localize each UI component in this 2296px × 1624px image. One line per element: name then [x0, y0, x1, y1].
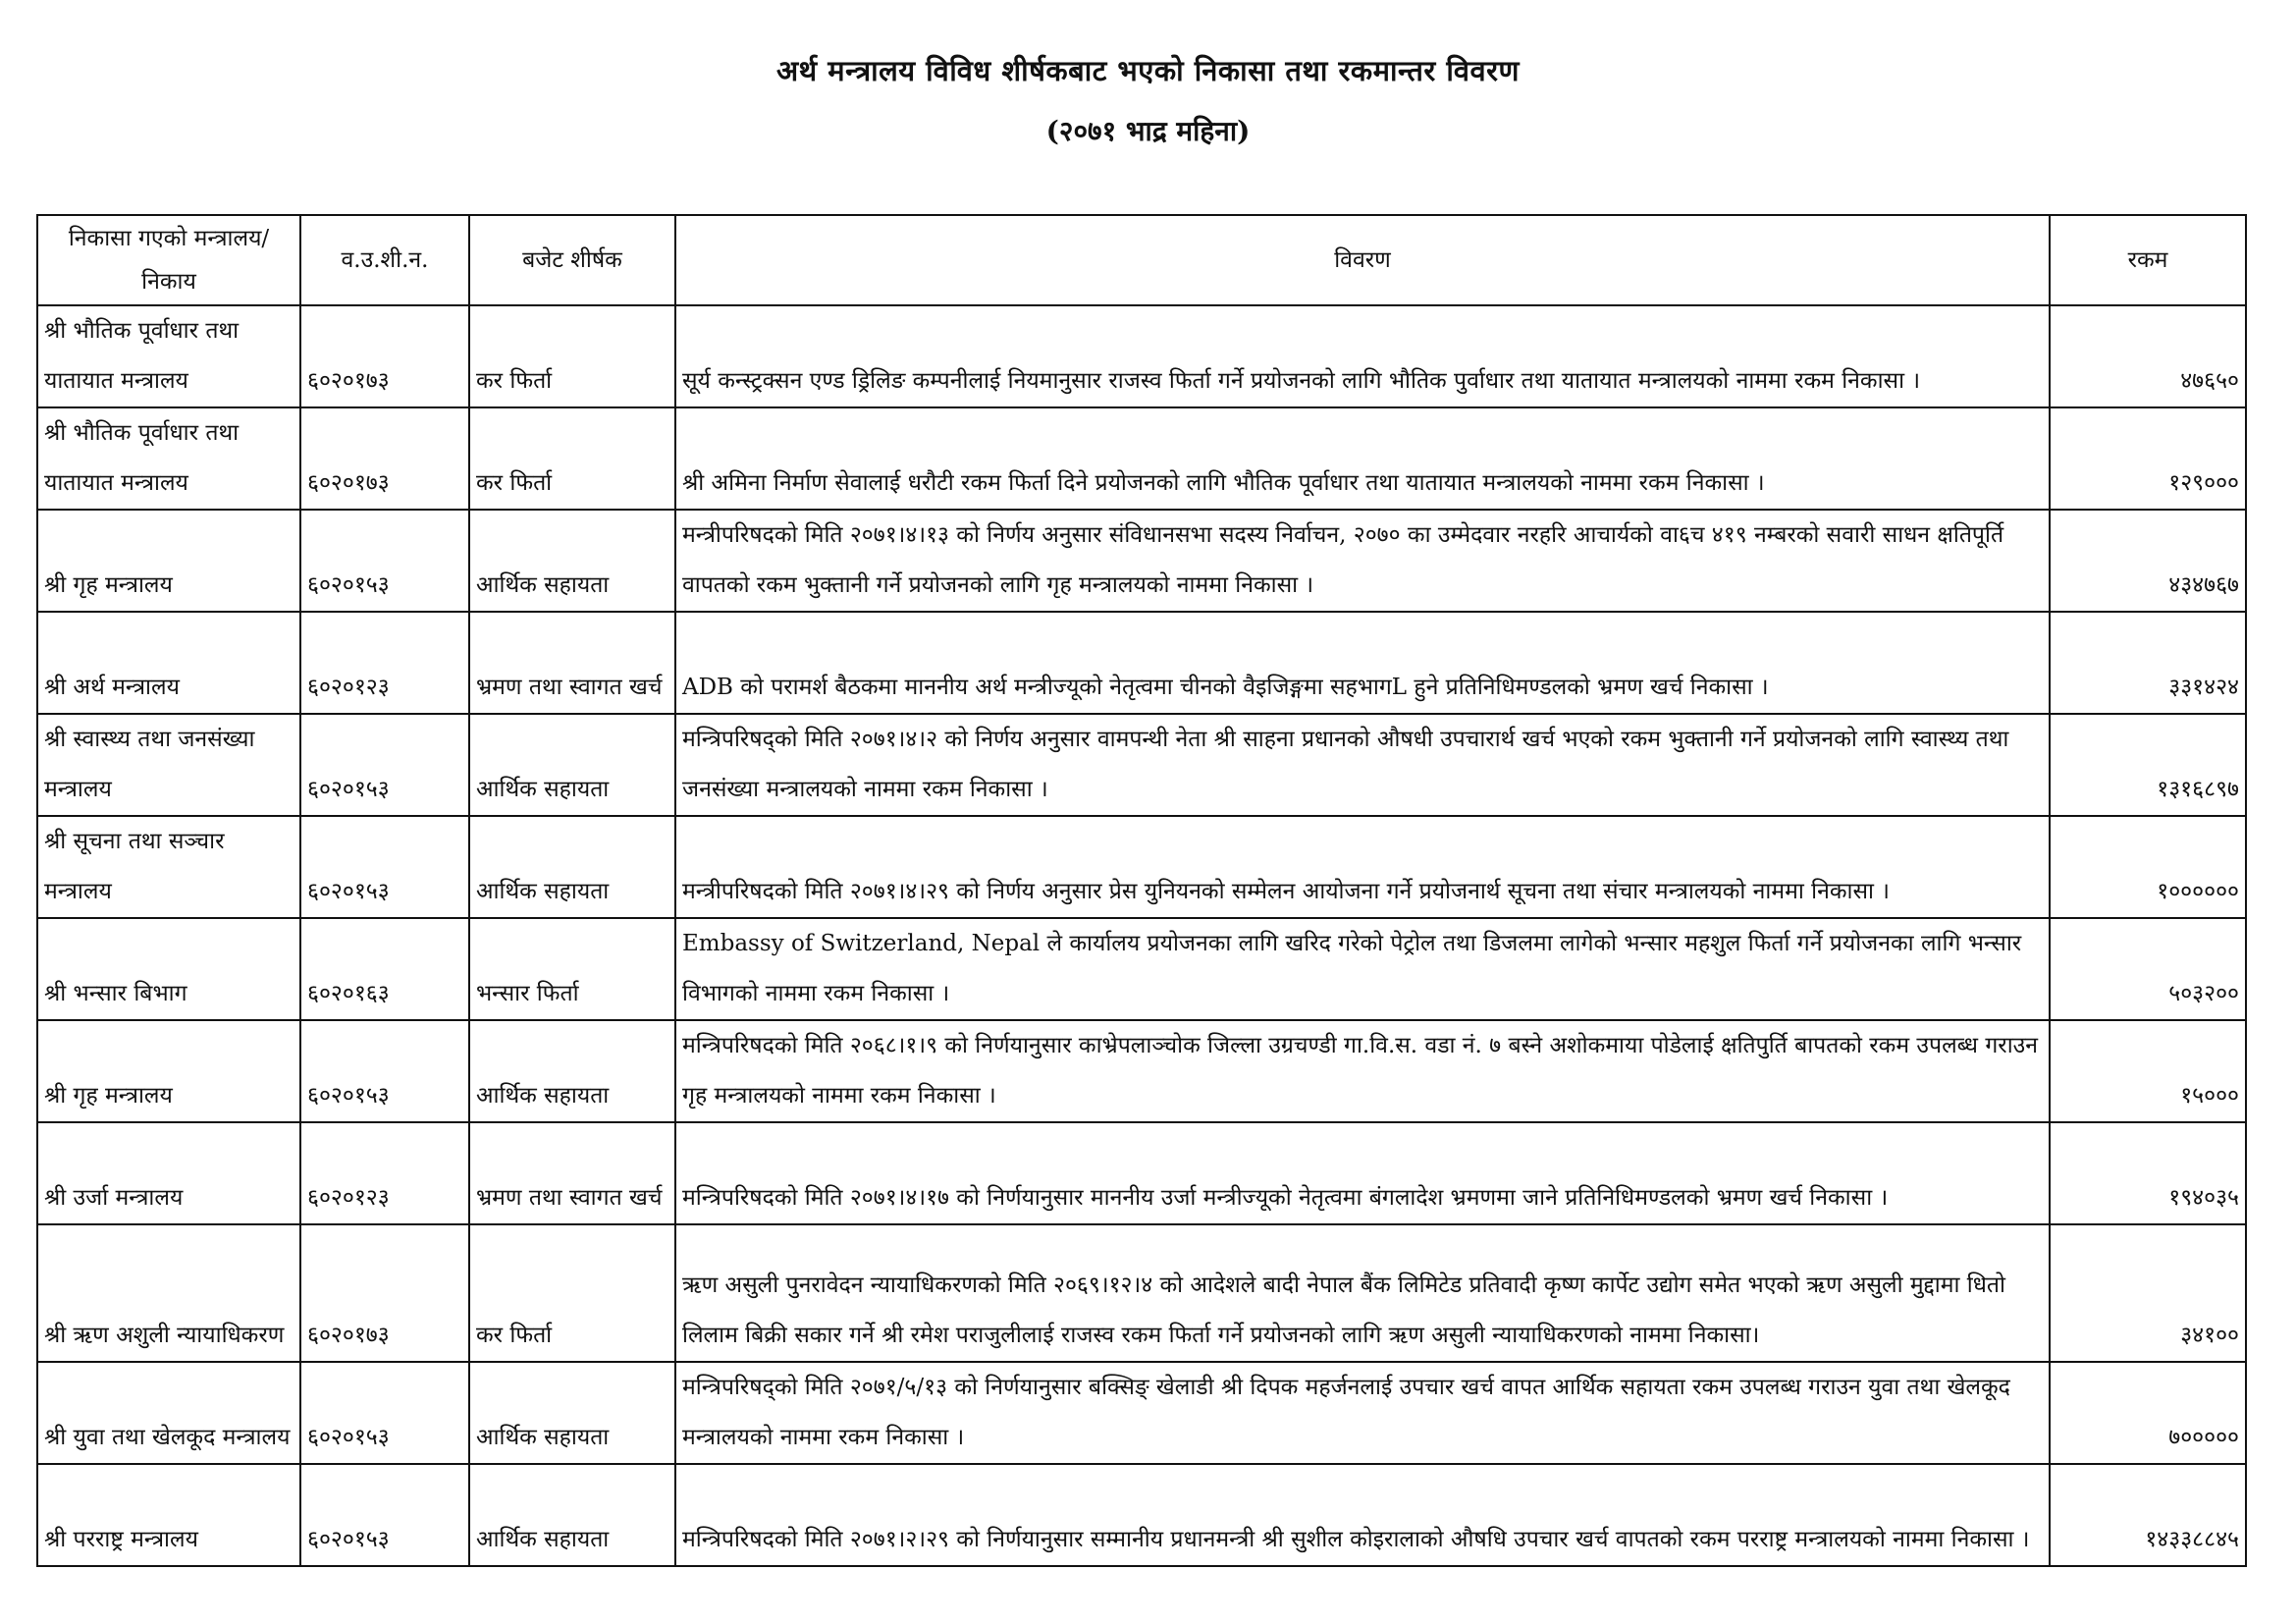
agency-cell: श्री युवा तथा खेलकूद मन्त्रालय — [37, 1362, 300, 1464]
agency-cell: श्री ऋण अशुली न्यायाधिकरण — [37, 1224, 300, 1362]
description-cell: मन्त्रीपरिषदको मिति २०७१।४।१३ को निर्णय अनुसार संविधानसभा सदस्य निर्वाचन, २०७० का उम्मेदवार नरहरि आचार्यको वा६च ४१९ नम्बरको सवारी साधन क्षतिपूर्ति वापतको रकम भुक्तानी गर्ने प्रयोजनको लागि गृह मन्त्रालयको नाममा निकासा । — [675, 510, 2050, 612]
description-cell: Embassy of Switzerland, Nepal ले कार्यालय प्रयोजनका लागि खरिद गरेको पेट्रोल तथा डिजलमा लागेको भन्सार महशुल फिर्ता गर्ने प्रयोजनका लागि भन्सार विभागको नाममा रकम निकासा । — [675, 918, 2050, 1020]
budget-head-cell: आर्थिक सहायता — [469, 1020, 675, 1122]
table-row — [37, 714, 2246, 816]
budget-head-cell: कर फिर्ता — [469, 305, 675, 407]
agency-cell: श्री गृह मन्त्रालय — [37, 1020, 300, 1122]
description-cell: मन्त्रिपरिषदको मिति २०७१।४।१७ को निर्णयानुसार माननीय उर्जा मन्त्रीज्यूको नेतृत्वमा बंगलादेश भ्रमणमा जाने प्रतिनिधिमण्डलको भ्रमण खर्च निकासा । — [675, 1122, 2050, 1224]
table-row — [37, 407, 2246, 510]
amount-cell: ३४१०० — [2050, 1224, 2246, 1362]
code-cell: ६०२०१५३ — [300, 1020, 469, 1122]
code-cell: ६०२०१५३ — [300, 510, 469, 612]
description-cell: मन्त्रिपरिषद्को मिति २०७१/५/१३ को निर्णयानुसार बक्सिङ् खेलाडी श्री दिपक महर्जनलाई उपचार खर्च वापत आर्थिक सहायता रकम उपलब्ध गराउन युवा तथा खेलकूद मन्त्रालयको नाममा रकम निकासा । — [675, 1362, 2050, 1464]
code-cell: ६०२०१६३ — [300, 918, 469, 1020]
header-code: व.उ.शी.न. — [300, 215, 469, 305]
amount-cell: ३३१४२४ — [2050, 612, 2246, 714]
table-row — [37, 612, 2246, 714]
budget-head-cell: भ्रमण तथा स्वागत खर्च — [469, 1122, 675, 1224]
budget-head-cell: भ्रमण तथा स्वागत खर्च — [469, 612, 675, 714]
amount-cell: १९४०३५ — [2050, 1122, 2246, 1224]
code-cell: ६०२०१५३ — [300, 1464, 469, 1566]
amount-cell: १५००० — [2050, 1020, 2246, 1122]
description-cell: मन्त्रीपरिषदको मिति २०७१।४।२९ को निर्णय अनुसार प्रेस युनियनको सम्मेलन आयोजना गर्ने प्रयोजनार्थ सूचना तथा संचार मन्त्रालयको नाममा निकासा । — [675, 816, 2050, 918]
agency-cell: श्री भन्सार बिभाग — [37, 918, 300, 1020]
agency-cell: श्री उर्जा मन्त्रालय — [37, 1122, 300, 1224]
agency-cell: श्री भौतिक पूर्वाधार तथा यातायात मन्त्रालय — [37, 305, 300, 407]
table-row — [37, 510, 2246, 612]
table-row — [37, 918, 2246, 1020]
amount-cell: ७००००० — [2050, 1362, 2246, 1464]
code-cell: ६०२०१७३ — [300, 407, 469, 510]
amount-cell: १३१६८९७ — [2050, 714, 2246, 816]
table-row — [37, 816, 2246, 918]
table-row — [37, 1362, 2246, 1464]
budget-head-cell: आर्थिक सहायता — [469, 1464, 675, 1566]
table-row — [37, 1020, 2246, 1122]
table-row — [37, 1122, 2246, 1224]
amount-cell: ४७६५० — [2050, 305, 2246, 407]
amount-cell: १२९००० — [2050, 407, 2246, 510]
amount-cell: ४३४७६७ — [2050, 510, 2246, 612]
amount-cell: १४३३८८४५ — [2050, 1464, 2246, 1566]
table-row — [37, 1224, 2246, 1362]
header-budget-head: बजेट शीर्षक — [469, 215, 675, 305]
code-cell: ६०२०१२३ — [300, 612, 469, 714]
budget-head-cell: आर्थिक सहायता — [469, 1362, 675, 1464]
agency-cell: श्री गृह मन्त्रालय — [37, 510, 300, 612]
document-title: अर्थ मन्त्रालय विविध शीर्षकबाट भएको निकासा तथा रकमान्तर विवरण — [776, 54, 1520, 87]
disbursement-table — [36, 214, 2247, 1567]
budget-head-cell: आर्थिक सहायता — [469, 510, 675, 612]
table-row — [37, 305, 2246, 407]
code-cell: ६०२०१७३ — [300, 1224, 469, 1362]
description-cell: मन्त्रिपरिषदको मिति २०६८।१।९ को निर्णयानुसार काभ्रेपलाञ्चोक जिल्ला उग्रचण्डी गा.वि.स. वडा नं. ७ बस्ने अशोकमाया पोडेलाई क्षतिपुर्ति बापतको रकम उपलब्ध गराउन गृह मन्त्रालयको नाममा रकम निकासा । — [675, 1020, 2050, 1122]
header-description: विवरण — [675, 215, 2050, 305]
header-amount: रकम — [2050, 215, 2246, 305]
agency-cell: श्री भौतिक पूर्वाधार तथा यातायात मन्त्रालय — [37, 407, 300, 510]
description-cell: सूर्य कन्स्ट्रक्सन एण्ड ड्रिलिङ कम्पनीलाई नियमानुसार राजस्व फिर्ता गर्ने प्रयोजनको लागि भौतिक पुर्वाधार तथा यातायात मन्त्रालयको नाममा रकम निकासा । — [675, 305, 2050, 407]
agency-cell: श्री अर्थ मन्त्रालय — [37, 612, 300, 714]
description-cell: मन्त्रिपरिषद्को मिति २०७१।४।२ को निर्णय अनुसार वामपन्थी नेता श्री साहना प्रधानको औषधी उपचारार्थ खर्च भएको रकम भुक्तानी गर्ने प्रयोजनको लागि स्वास्थ्य तथा जनसंख्या मन्त्रालयको नाममा रकम निकासा । — [675, 714, 2050, 816]
amount-cell: ५०३२०० — [2050, 918, 2246, 1020]
code-cell: ६०२०१५३ — [300, 1362, 469, 1464]
budget-head-cell: आर्थिक सहायता — [469, 816, 675, 918]
description-cell: मन्त्रिपरिषदको मिति २०७१।२।२९ को निर्णयानुसार सम्मानीय प्रधानमन्त्री श्री सुशील कोइरालाको औषधि उपचार खर्च वापतको रकम परराष्ट्र मन्त्रालयको नाममा निकासा । — [675, 1464, 2050, 1566]
budget-head-cell: भन्सार फिर्ता — [469, 918, 675, 1020]
header-agency: निकासा गएको मन्त्रालय/निकाय — [37, 215, 300, 305]
agency-cell: श्री परराष्ट्र मन्त्रालय — [37, 1464, 300, 1566]
code-cell: ६०२०१५३ — [300, 816, 469, 918]
table-row — [37, 1464, 2246, 1566]
description-cell: श्री अमिना निर्माण सेवालाई धरौटी रकम फिर्ता दिने प्रयोजनको लागि भौतिक पूर्वाधार तथा यातायात मन्त्रालयको नाममा रकम निकासा । — [675, 407, 2050, 510]
code-cell: ६०२०१२३ — [300, 1122, 469, 1224]
budget-head-cell: आर्थिक सहायता — [469, 714, 675, 816]
code-cell: ६०२०१७३ — [300, 305, 469, 407]
agency-cell: श्री स्वास्थ्य तथा जनसंख्या मन्त्रालय — [37, 714, 300, 816]
agency-cell: श्री सूचना तथा सञ्चार मन्त्रालय — [37, 816, 300, 918]
description-cell: ADB को परामर्श बैठकमा माननीय अर्थ मन्त्रीज्यूको नेतृत्वमा चीनको वैइजिङ्गमा सहभागL हुने प्रतिनिधिमण्डलको भ्रमण खर्च निकासा । — [675, 612, 2050, 714]
description-cell: ऋण असुली पुनरावेदन न्यायाधिकरणको मिति २०६९।१२।४ को आदेशले बादी नेपाल बैंक लिमिटेड प्रतिवादी कृष्ण कार्पेट उद्योग समेत भएको ऋण असुली मुद्दामा धितो लिलाम बिक्री सकार गर्ने श्री रमेश पराजुलीलाई राजस्व रकम फिर्ता गर्ने प्रयोजनको लागि ऋण असुली न्यायाधिकरणको नाममा निकासा। — [675, 1224, 2050, 1362]
code-cell: ६०२०१५३ — [300, 714, 469, 816]
amount-cell: १०००००० — [2050, 816, 2246, 918]
document-subtitle: (२०७१ भाद्र महिना) — [1045, 115, 1251, 147]
budget-head-cell: कर फिर्ता — [469, 407, 675, 510]
table-header-row — [37, 215, 2246, 305]
budget-head-cell: कर फिर्ता — [469, 1224, 675, 1362]
